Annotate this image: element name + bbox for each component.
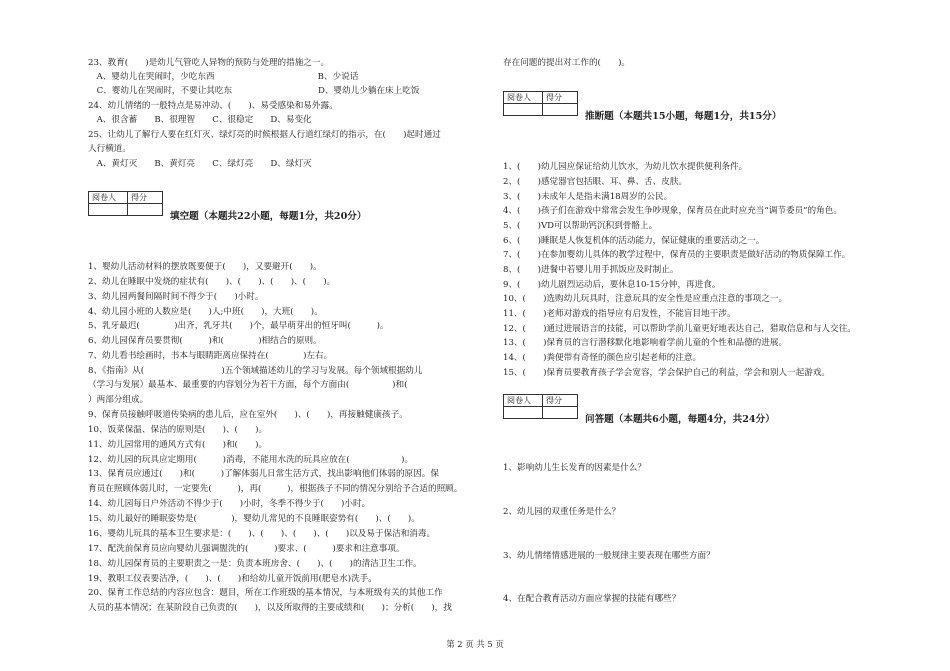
mc-line: A、很含蓄 B、很理智 C、很稳定 D、易变化	[88, 115, 312, 125]
qa-question: 4、在配合教育活动方面应掌握的技能有哪些？	[503, 594, 681, 604]
section-title-qa: 问答题（本题共6小题，每题4分，共24分）	[585, 414, 775, 425]
grader-cell[interactable]	[89, 204, 128, 216]
judge-line: 4、( )孩子们在游戏中常常会发生争吵现象，保育员在此时应充当“调节委员”的角色。	[503, 206, 842, 216]
question-line: 18、幼儿园保育员的主要职责之一是：负责本班房舍、( )、( )的清洁卫生工作。	[88, 559, 422, 569]
judge-line: 1、( )幼儿园应保证给幼儿饮水，为幼儿饮水提供便利条件。	[503, 162, 748, 172]
judge-line: 14、( )粪便带有奇怪的颜色应引起老师的注意。	[503, 353, 702, 363]
mc-line: A、婴幼儿在哭闹时，少吃东西 B、少说话	[88, 72, 359, 82]
grader-label: 阅卷人	[504, 92, 543, 104]
continuation-line: 存在问题的提出对工作的( )。	[503, 58, 631, 68]
section-title-fill-blank: 填空题（本题共22小题，每题1分，共20分）	[170, 211, 367, 222]
score-label: 得分	[543, 92, 578, 104]
score-box	[503, 91, 578, 116]
score-label: 得分	[128, 192, 163, 204]
judge-line: 8、( )进餐中若婴儿用手抓饭应及时制止。	[503, 265, 679, 275]
section-title-judge: 推断题（本题共15小题，每题1分，共15分）	[585, 111, 782, 122]
judge-line: 7、( )在参加婴幼儿具体的教学过程中，保育员的主要职责是做好活动的物质保障工作。	[503, 250, 851, 260]
grader-cell[interactable]	[504, 104, 543, 116]
question-line: 9、保育员接触呼吸道传染病的患儿后，应在室外( )、( )，再接触健康孩子。	[88, 410, 408, 420]
mc-line: 25、让幼儿了解行人要在红灯灭、绿灯亮的时候根据人行道红绿灯的指示，在( )起时通过	[88, 130, 441, 140]
judge-line: 12、( )通过进展语言的技能，可以帮助学前儿童更好地表达自己，猎取信息和与人交往。	[503, 324, 856, 334]
judge-line: 2、( )感觉器官包括眼、耳、鼻、舌、皮肤。	[503, 177, 688, 187]
question-line: 19、教职工仪表要洁净，( )、( )和给幼儿童开饭前用(肥皂水)洗手。	[88, 574, 377, 584]
question-line: 2、幼儿在睡眠中发烧的症状有( )、( )、( )、( )。	[88, 277, 336, 287]
judge-line: 11、( )老师对游戏的指导应有启发性，不能盲目地干涉。	[503, 309, 736, 319]
question-line: 1、婴幼儿活动材料的摆放既要便于( )，又要避开( )。	[88, 262, 322, 272]
question-line: 13、保育员应通过( )和( )了解体弱儿日常生活方式，找出影响他们体弱的原因。保	[88, 469, 439, 479]
question-line: 11、幼儿园常用的通风方式有( )和( )。	[88, 440, 268, 450]
question-line: 15、幼儿最好的睡眠姿势是( )，婴幼儿常见的不良睡眠姿势有( )、( )。	[88, 514, 420, 524]
question-line: 4、幼儿园小班的人数应是( )人;中班( )，大班( )。	[88, 307, 323, 317]
question-line: 17、配洗前保育员应向婴幼儿强调盥洗的( )要求、( )要求和注意事项。	[88, 544, 405, 554]
judge-line: 9、( )幼儿剧烈运动后，要休息10-15分钟，再进食。	[503, 280, 721, 290]
grader-label: 阅卷人	[89, 192, 128, 204]
judge-line: 13、( )保育员的言行潜移默化地影响着学前儿童的个性和品德的进展。	[503, 338, 788, 348]
question-line: 8、《指南》从( )五个领域描述幼儿的学习与发展。每个领域根据幼儿	[88, 366, 423, 376]
qa-question: 3、幼儿情绪情感进展的一般规律主要表现在哪些方面？	[503, 551, 715, 561]
score-cell[interactable]	[128, 204, 163, 216]
judge-line: 5、( )VD可以帮助钙沉积到骨骼上。	[503, 221, 658, 231]
mc-line: 24、幼儿情绪的一般特点是易冲动、( )、易受感染和易外露。	[88, 101, 338, 111]
grader-cell[interactable]	[504, 407, 543, 419]
question-line: 7、幼儿看书绘画时，书本与眼睛距离应保持在( )左右。	[88, 351, 333, 361]
mc-line: 23、教育( )是幼儿气管吃人异物的预防与处理的措施之一。	[88, 58, 330, 68]
mc-line: 人行横道。	[88, 144, 131, 154]
question-line: 6、幼儿园保育员要贯彻( )和( )相结合的原则。	[88, 336, 322, 346]
page-footer: 第 2 页 共 5 页	[446, 639, 504, 649]
score-cell[interactable]	[543, 104, 578, 116]
question-line: 3、幼儿园两餐间隔时间不得少于( )小时。	[88, 292, 264, 302]
question-line: 人员的基本情况；在某阶段自己负责的( )，以及所取得的主要成绩和( )；分析( )，找	[88, 603, 452, 613]
question-line: ）两部分组成。	[88, 395, 149, 405]
grader-label: 阅卷人	[504, 395, 543, 407]
qa-question: 1、影响幼儿生长发育的因素是什么？	[503, 463, 646, 473]
score-cell[interactable]	[543, 407, 578, 419]
score-label: 得分	[543, 395, 578, 407]
question-line: 14、幼儿园每日户外活动不得少于( )小时，冬季不得少于( )小时。	[88, 499, 371, 509]
question-line: （学习与发展）最基本、最重要的内容划分为若干方面，每个方面由( )和(	[88, 380, 434, 390]
mc-line: A、黄灯灭 B、黄灯亮 C、绿灯亮 D、绿灯灭	[88, 159, 312, 169]
qa-question: 2、幼儿园的双重任务是什么？	[503, 507, 621, 517]
question-line: 20、保育工作总结的内容应包含：题目，所在工作班级的基本情况，与本班级有关的其他工作	[88, 588, 443, 598]
question-line: 育员在照顾体弱儿时，一定要先( )，再( )，根据孩子不同的情况分别给予合适的照顾。	[88, 484, 463, 494]
question-line: 10、饭菜保温、保洁的原则是( )、( )。	[88, 425, 268, 435]
score-box	[503, 394, 578, 419]
mc-line: C、婴幼儿在哭闹时，不要让其吃东 D、婴幼儿少躺在床上吃饭	[88, 86, 420, 96]
judge-line: 15、( )保育员要教育孩子学会宽容，学会保护自己的利益，学会和别人一起游戏。	[503, 368, 831, 378]
question-line: 5、乳牙最迟( )出齐，乳牙共( )个，最早萌芽出的恒牙叫( )。	[88, 321, 389, 331]
score-box	[88, 191, 163, 216]
question-line: 12、幼儿园的玩具应定期用( )消毒，不能用水洗的玩具应放在( )。	[88, 455, 414, 465]
judge-line: 10、( )选购幼儿玩具时，注意玩具的安全性是应重点注意的事项之一。	[503, 294, 788, 304]
question-line: 16、婴幼儿玩具的基本卫生要求是：( )、( )、( )、( )以及易于保洁和消毒。	[88, 529, 436, 539]
judge-line: 6、( )睡眠是人恢复机体的活动能力，保证健康的重要活动之一。	[503, 236, 765, 246]
judge-line: 3、( )未成年人是指未满18周岁的公民。	[503, 192, 673, 202]
